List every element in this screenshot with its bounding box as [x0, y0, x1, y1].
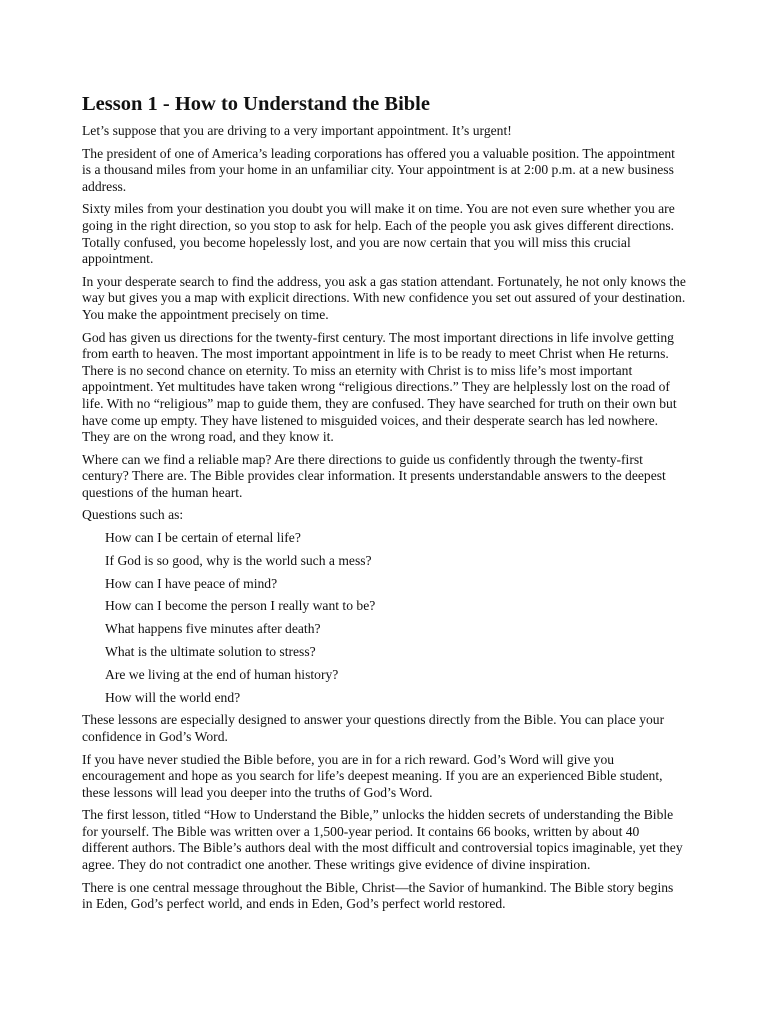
paragraph: Sixty miles from your destination you doubt you will make it on time. You are not even sure whether you are going in the right direction, so you stop to ask for help. Each of the people you ask gives different directions. Totally confused, you become hopelessly lost, and you are now certain that you will miss this crucial appointment.: [82, 201, 675, 267]
document-page: [82, 92, 686, 919]
paragraph: There is one central message throughout the Bible, Christ—the Savior of humankind. The Bible story begins in Eden, God’s perfect world, and ends in Eden, God’s perfect world restored.: [82, 879, 674, 912]
paragraph: The president of one of America’s leading corporations has offered you a valuable position. The appointment is a thousand miles from your home in an unfamiliar city. Your appointment is at 2:00 p.m. at a new business address.: [82, 145, 675, 194]
paragraph: God has given us directions for the twenty-first century. The most important directions in life involve getting from earth to heaven. The most important appointment in life is to be ready to meet Christ when He returns. There is no second chance on eternity. To miss an eternity with Christ is to miss life’s most important appointment. Yet multitudes have taken wrong “religious directions.” They are helplessly lost on the road of life. With no “religious” map to guide them, they are confused. They have searched for truth on their own but have come up empty. They have listened to misguided voices, and their desperate search has led nowhere. They are on the wrong road, and they know it.: [82, 329, 677, 445]
paragraph: If you have never studied the Bible before, you are in for a rich reward. God’s Word will give you encouragement and hope as you search for life’s deepest meaning. If you are an experienced Bible student, these lessons will lead you deeper into the truths of God’s Word.: [82, 751, 663, 800]
paragraph: In your desperate search to find the address, you ask a gas station attendant. Fortunately, he not only knows the way but gives you a map with explicit directions. With new confidence you set out assured of your destination. You make the appointment precisely on time.: [82, 273, 686, 322]
question-list: [82, 530, 686, 706]
paragraph: Where can we find a reliable map? Are there directions to guide us confidently through the twenty-first century? There are. The Bible provides clear information. It presents understandable answers to the deepest questions of the human heart.: [82, 451, 666, 500]
question-item: If God is so good, why is the world such a mess?: [105, 552, 372, 568]
question-item: How can I become the person I really want to be?: [105, 598, 376, 614]
questions-intro: Questions such as:: [82, 507, 184, 523]
question-item: What happens five minutes after death?: [105, 621, 321, 637]
question-item: How can I have peace of mind?: [105, 575, 278, 591]
question-item: How can I be certain of eternal life?: [105, 530, 301, 546]
question-item: How will the world end?: [105, 689, 241, 705]
paragraph: These lessons are especially designed to answer your questions directly from the Bible. You can place your confidence in God’s Word.: [82, 712, 665, 744]
lesson-title: Lesson 1 - How to Understand the Bible: [82, 93, 430, 115]
question-item: Are we living at the end of human history?: [105, 666, 339, 682]
paragraph: The first lesson, titled “How to Understand the Bible,” unlocks the hidden secrets of understanding the Bible for yourself. The Bible was written over a 1,500-year period. It contains 66 books, written by about 40 different authors. The Bible’s authors deal with the most difficult and controversial topics imaginable, yet they agree. They do not contradict one another. These writings give evidence of divine inspiration.: [82, 807, 683, 873]
paragraph: Let’s suppose that you are driving to a very important appointment. It’s urgent!: [82, 123, 512, 138]
question-item: What is the ultimate solution to stress?: [105, 643, 316, 659]
